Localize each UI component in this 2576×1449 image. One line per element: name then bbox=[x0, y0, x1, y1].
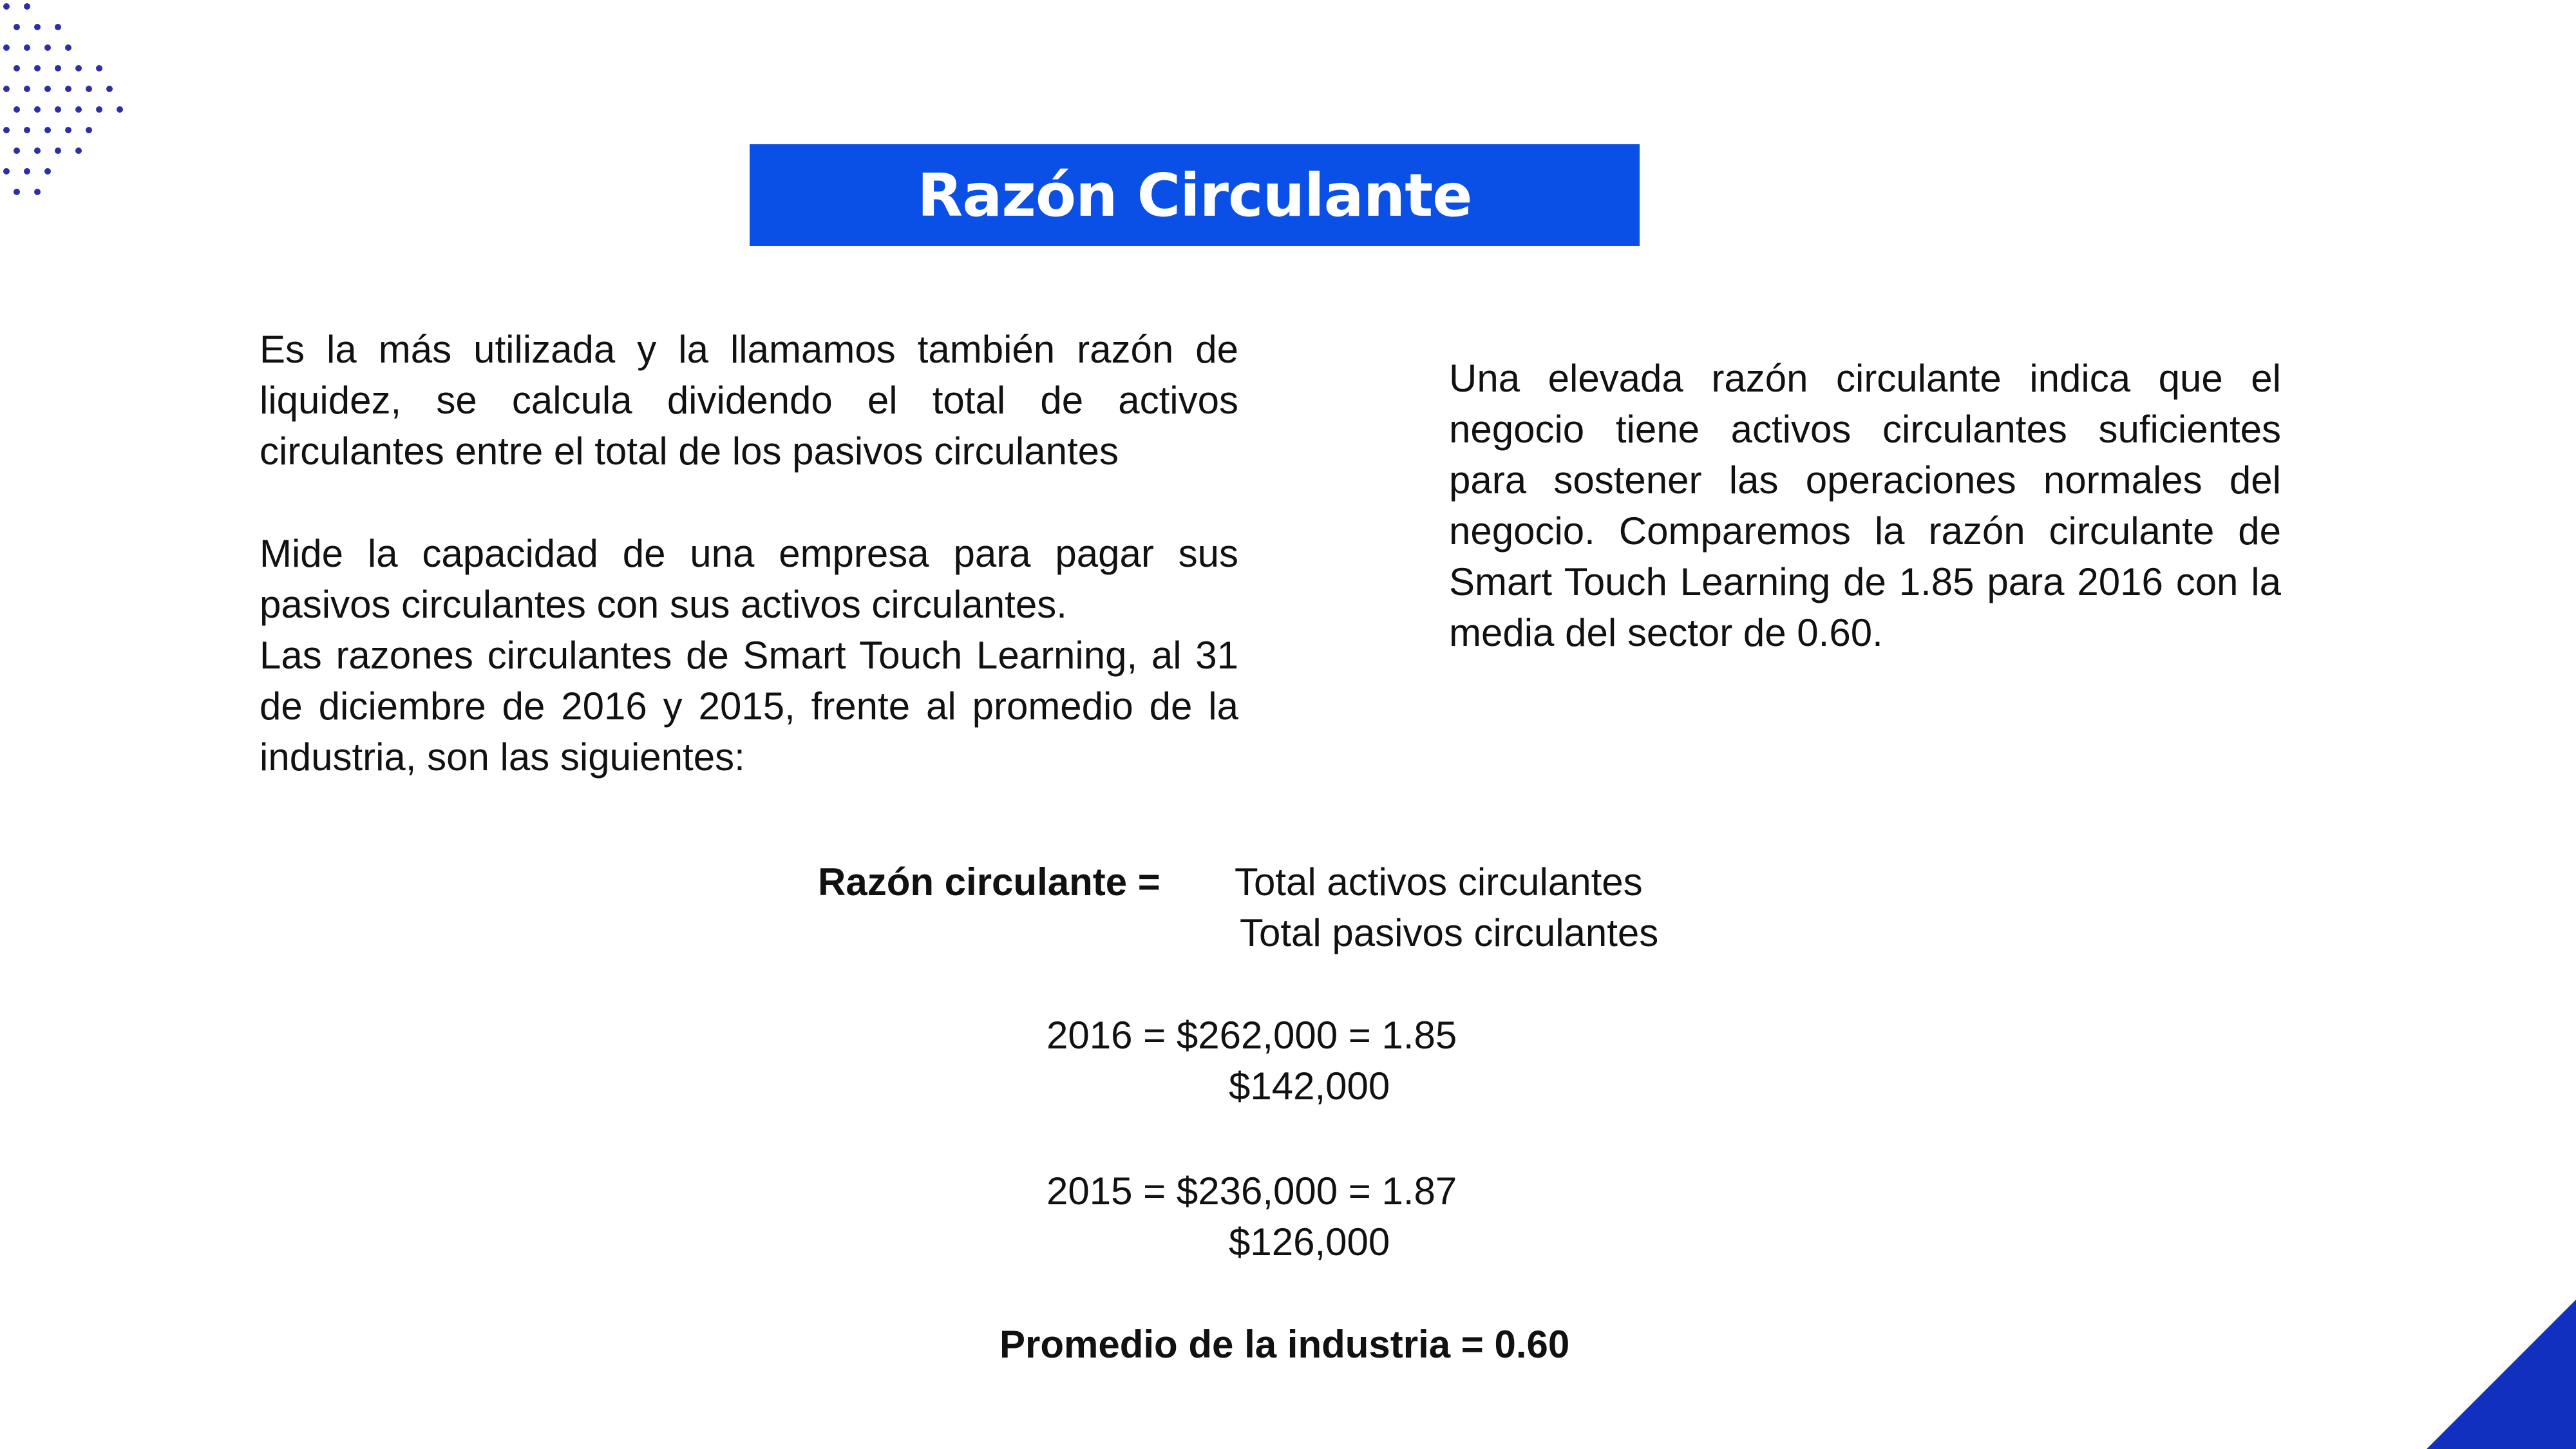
decorative-dot bbox=[117, 106, 123, 113]
decorative-dot bbox=[3, 86, 10, 92]
decorative-dot bbox=[34, 189, 41, 195]
decorative-dot bbox=[34, 65, 41, 71]
decorative-dot bbox=[34, 106, 41, 113]
decorative-dot bbox=[75, 106, 82, 113]
decorative-dot bbox=[14, 147, 20, 154]
formula-denominator: Total pasivos circulantes bbox=[1240, 911, 1659, 954]
decorative-dot bbox=[44, 86, 51, 92]
decorative-dot bbox=[3, 3, 10, 10]
industry-average: Promedio de la industria = 0.60 bbox=[999, 1323, 1570, 1366]
decorative-dot bbox=[3, 168, 10, 175]
decorative-dot bbox=[44, 168, 51, 175]
decorative-dot bbox=[106, 86, 113, 92]
decorative-dot bbox=[55, 24, 61, 30]
decorative-dot bbox=[44, 127, 51, 133]
decorative-dot bbox=[44, 44, 51, 51]
capacity-paragraph: Mide la capacidad de una empresa para pagar sus pasivos circulantes con sus activos circulantes. bbox=[260, 532, 1238, 626]
decorative-dot bbox=[75, 147, 82, 154]
calculation-2016: 2016 = $262,000 = 1.85 bbox=[1046, 1014, 1457, 1057]
calculation-2015-denominator: $126,000 bbox=[1229, 1220, 1390, 1264]
decorative-dot bbox=[24, 86, 30, 92]
decorative-dot bbox=[34, 147, 41, 154]
decorative-dot bbox=[96, 65, 102, 71]
decorative-dot bbox=[3, 44, 10, 51]
interpretation-paragraph: Una elevada razón circulante indica que el negocio tiene activos circulantes suficientes para sostener las operaciones normales del negocio. Comparemos la razón circulante de Smart Touch Learning de 1.85 para 2016 con la media del sector de 0.60. bbox=[1449, 357, 2281, 654]
decorative-dot bbox=[86, 86, 92, 92]
comparison-intro-paragraph: Las razones circulantes de Smart Touch Learning, al 31 de diciembre de 2016 y 2015, frente al promedio de la industria, son las siguientes: bbox=[260, 634, 1238, 779]
decorative-dot bbox=[3, 127, 10, 133]
decorative-dot bbox=[24, 127, 30, 133]
decorative-dot bbox=[65, 86, 71, 92]
decorative-dot bbox=[55, 147, 61, 154]
decorative-dot bbox=[34, 24, 41, 30]
formula-label: Razón circulante = bbox=[818, 860, 1160, 904]
decorative-dot bbox=[65, 127, 71, 133]
title-banner bbox=[750, 144, 1640, 246]
decorative-dot bbox=[24, 3, 30, 10]
decorative-dot bbox=[86, 127, 92, 133]
decorative-dot bbox=[55, 106, 61, 113]
decorative-dot bbox=[14, 189, 20, 195]
page-title: Razón Circulante bbox=[917, 160, 1472, 230]
decorative-dot bbox=[14, 65, 20, 71]
decorative-dot bbox=[65, 44, 71, 51]
decorative-dot bbox=[24, 168, 30, 175]
decorative-dot bbox=[75, 65, 82, 71]
calculation-2016-denominator: $142,000 bbox=[1229, 1065, 1390, 1108]
calculation-2015: 2015 = $236,000 = 1.87 bbox=[1046, 1170, 1457, 1213]
decorative-dot bbox=[14, 24, 20, 30]
decorative-dot-pattern bbox=[0, 0, 129, 219]
corner-triangle-decoration bbox=[2427, 1300, 2576, 1449]
decorative-dot bbox=[24, 44, 30, 51]
decorative-dot bbox=[96, 106, 102, 113]
decorative-dot bbox=[14, 106, 20, 113]
formula-numerator: Total activos circulantes bbox=[1235, 860, 1643, 904]
decorative-dot bbox=[55, 65, 61, 71]
definition-paragraph: Es la más utilizada y la llamamos también razón de liquidez, se calcula dividendo el total de activos circulantes entre el total de los pasivos circulantes bbox=[260, 328, 1238, 473]
